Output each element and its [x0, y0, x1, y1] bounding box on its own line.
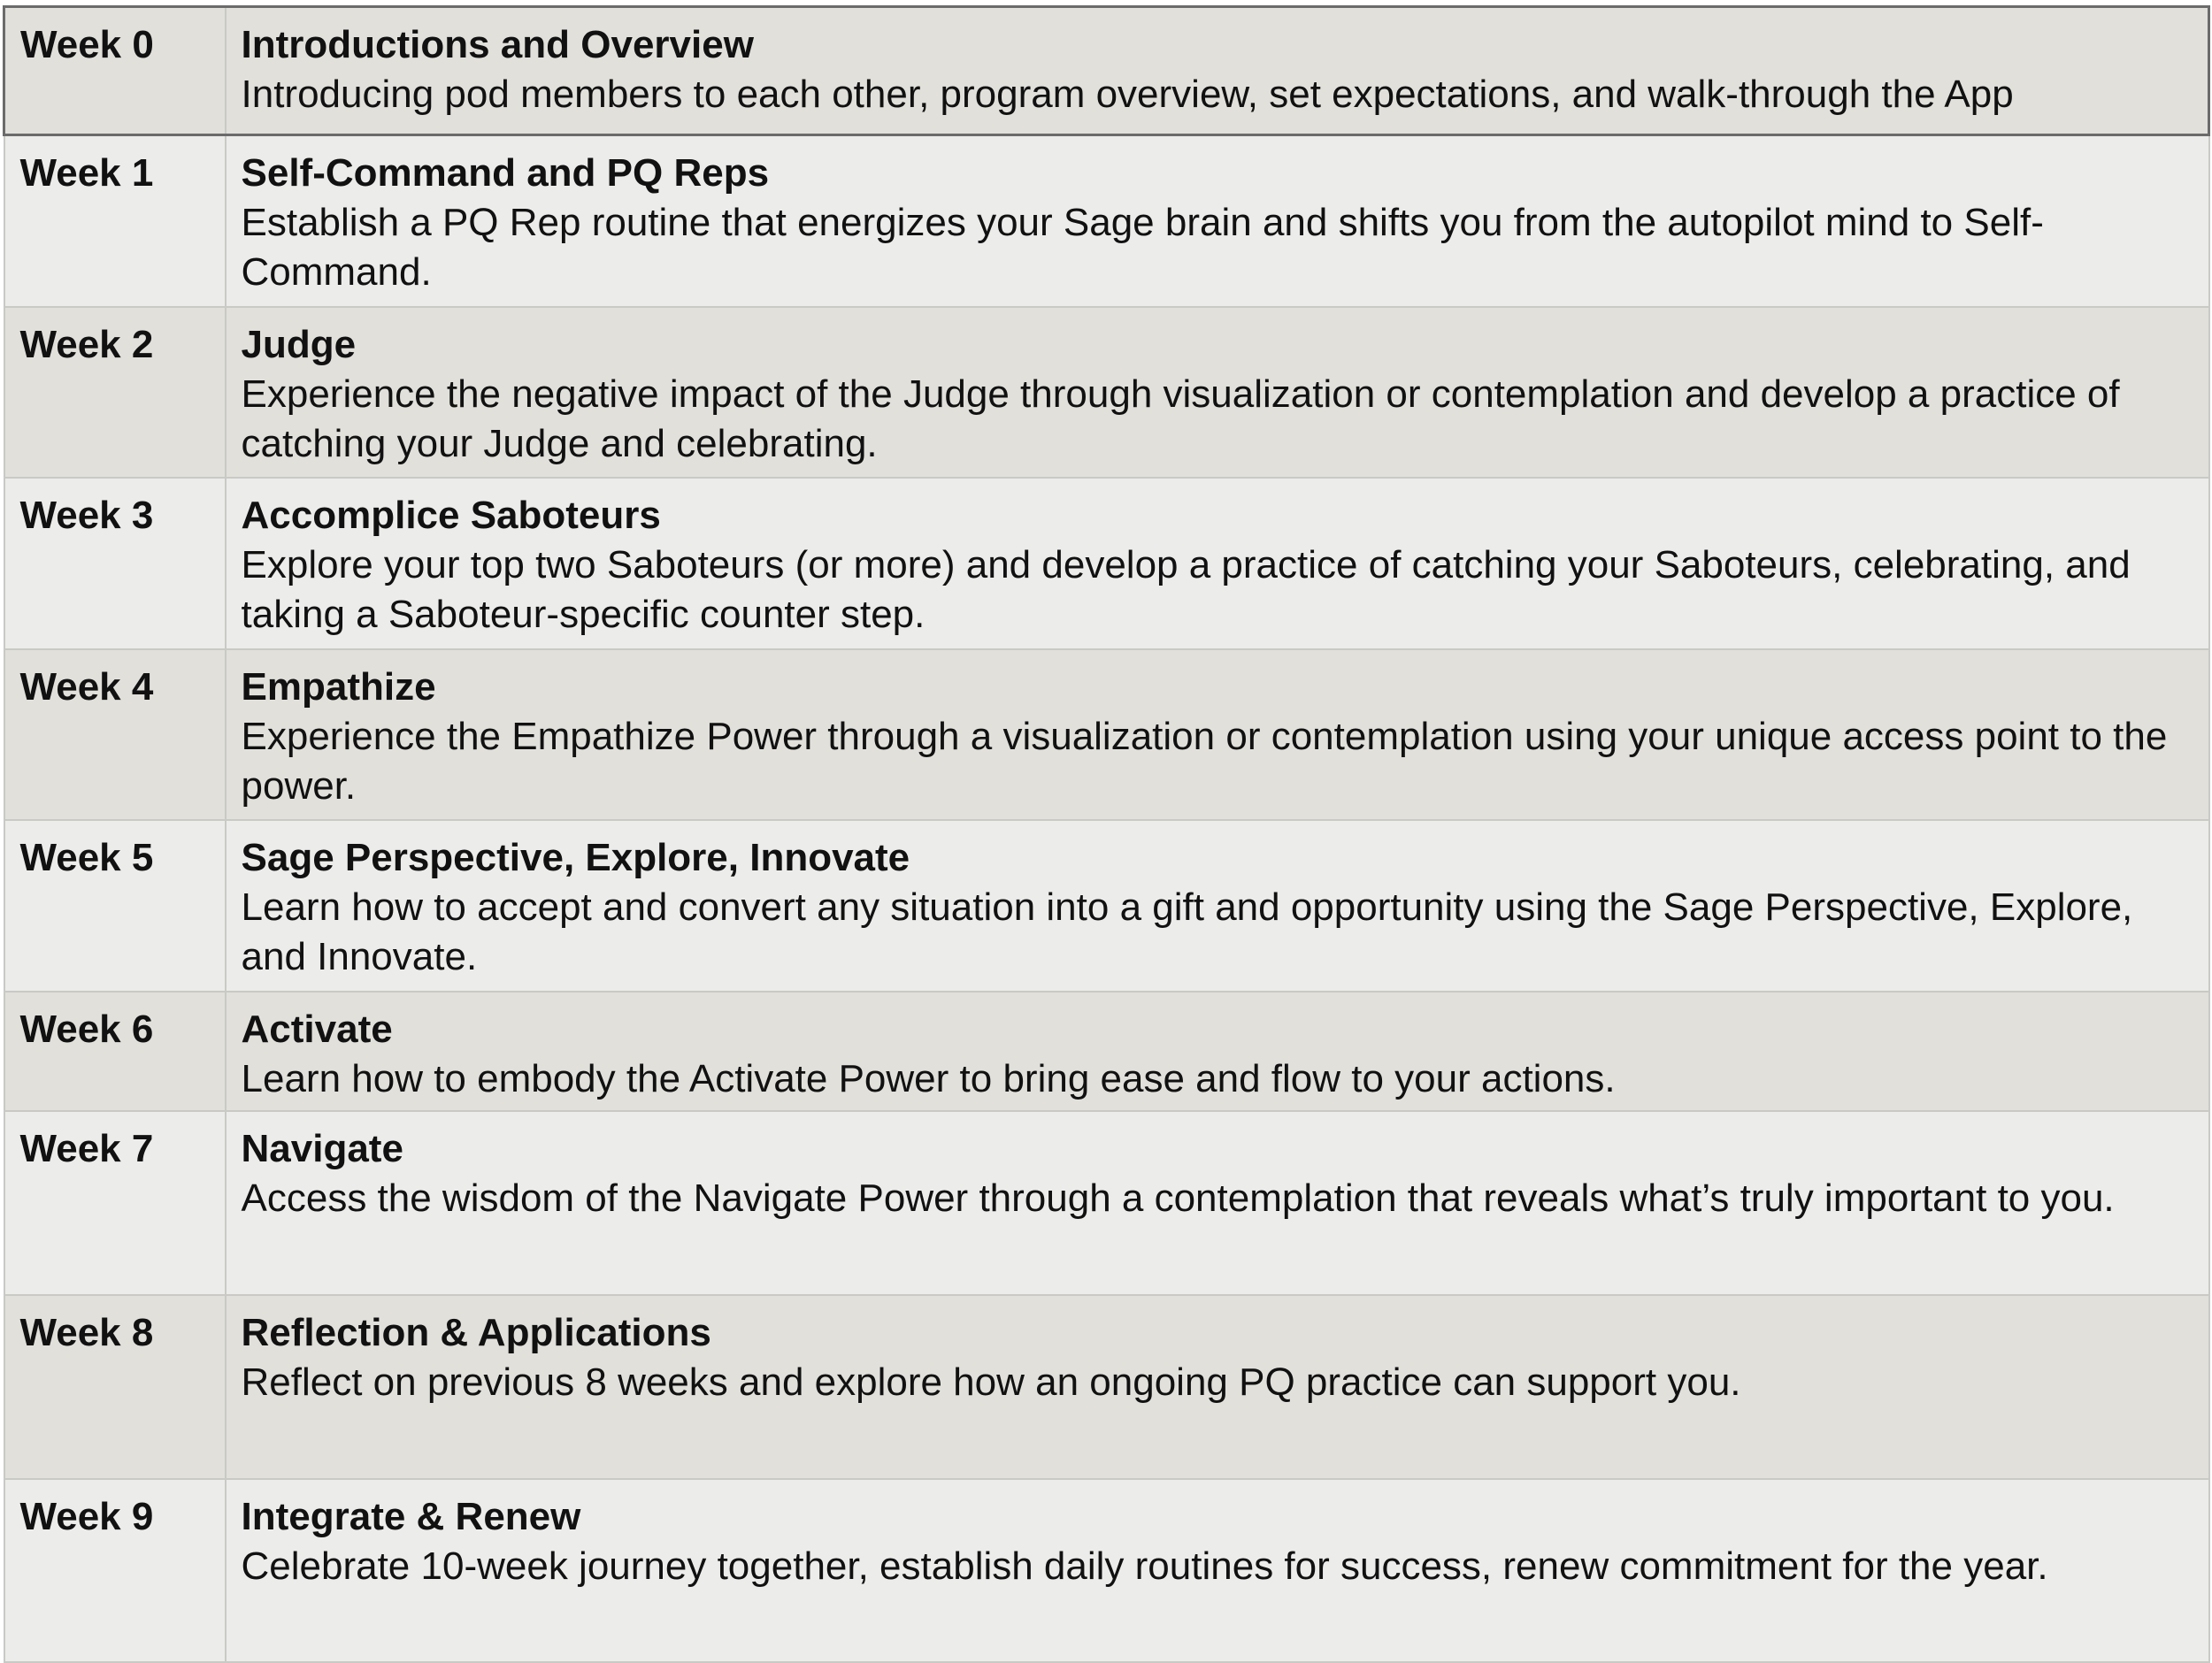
session-cell — [226, 1295, 2209, 1479]
session-description: Establish a PQ Rep routine that energizes your Sage brain and shifts you from the autopilot mind to Self-Command. — [241, 201, 2044, 294]
table-row — [4, 649, 2209, 820]
week-label: Week 9 — [4, 1479, 226, 1662]
session-title: Introductions and Overview — [241, 23, 754, 66]
table-row — [4, 1111, 2209, 1295]
week-label: Week 8 — [4, 1295, 226, 1479]
table-row — [4, 7, 2209, 135]
table-row — [4, 1479, 2209, 1662]
session-title: Reflection & Applications — [241, 1310, 711, 1354]
session-description: Introducing pod members to each other, program overview, set expectations, and walk-through the App — [241, 73, 2014, 116]
session-cell — [226, 1479, 2209, 1662]
session-cell — [226, 992, 2209, 1111]
session-description: Learn how to embody the Activate Power to bring ease and flow to your actions. — [241, 1056, 1616, 1100]
session-title: Navigate — [241, 1126, 403, 1170]
table-row — [4, 135, 2209, 307]
program-schedule-table — [3, 5, 2210, 1663]
session-title: Judge — [241, 322, 357, 366]
session-description: Reflect on previous 8 weeks and explore how an ongoing PQ practice can support you. — [241, 1360, 1741, 1404]
session-title: Empathize — [241, 664, 436, 709]
week-label: Week 3 — [4, 478, 226, 649]
week-label: Week 2 — [4, 307, 226, 478]
session-description: Access the wisdom of the Navigate Power through a contemplation that reveals what’s truly important to you. — [241, 1176, 2115, 1220]
session-description: Learn how to accept and convert any situation into a gift and opportunity using the Sage Perspective, Explore, and Innovate. — [241, 885, 2133, 978]
table-row — [4, 307, 2209, 478]
session-cell — [226, 649, 2209, 820]
session-cell — [226, 135, 2209, 307]
week-label: Week 5 — [4, 820, 226, 992]
session-cell — [226, 820, 2209, 992]
session-title: Self-Command and PQ Reps — [241, 151, 770, 195]
table-row — [4, 820, 2209, 992]
session-title: Integrate & Renew — [241, 1494, 581, 1538]
table-row — [4, 1295, 2209, 1479]
session-cell — [226, 1111, 2209, 1295]
week-label: Week 4 — [4, 649, 226, 820]
session-cell — [226, 307, 2209, 478]
session-title: Accomplice Saboteurs — [241, 493, 661, 537]
table-row — [4, 992, 2209, 1111]
week-label: Week 6 — [4, 992, 226, 1111]
session-description: Explore your top two Saboteurs (or more) and develop a practice of catching your Saboteurs, celebrating, and taking a Saboteur-specific counter step. — [241, 542, 2131, 636]
session-description: Experience the Empathize Power through a visualization or contemplation using your unique access point to the power. — [241, 714, 2168, 808]
week-label: Week 0 — [4, 7, 226, 135]
session-title: Activate — [241, 1007, 393, 1051]
week-label: Week 1 — [4, 135, 226, 307]
session-description: Experience the negative impact of the Judge through visualization or contemplation and develop a practice of catching your Judge and celebrating. — [241, 372, 2120, 465]
session-title: Sage Perspective, Explore, Innovate — [241, 835, 910, 879]
table-row — [4, 478, 2209, 649]
week-label: Week 7 — [4, 1111, 226, 1295]
session-cell — [226, 7, 2209, 135]
session-cell — [226, 478, 2209, 649]
session-description: Celebrate 10-week journey together, establish daily routines for success, renew commitment for the year. — [241, 1544, 2048, 1588]
